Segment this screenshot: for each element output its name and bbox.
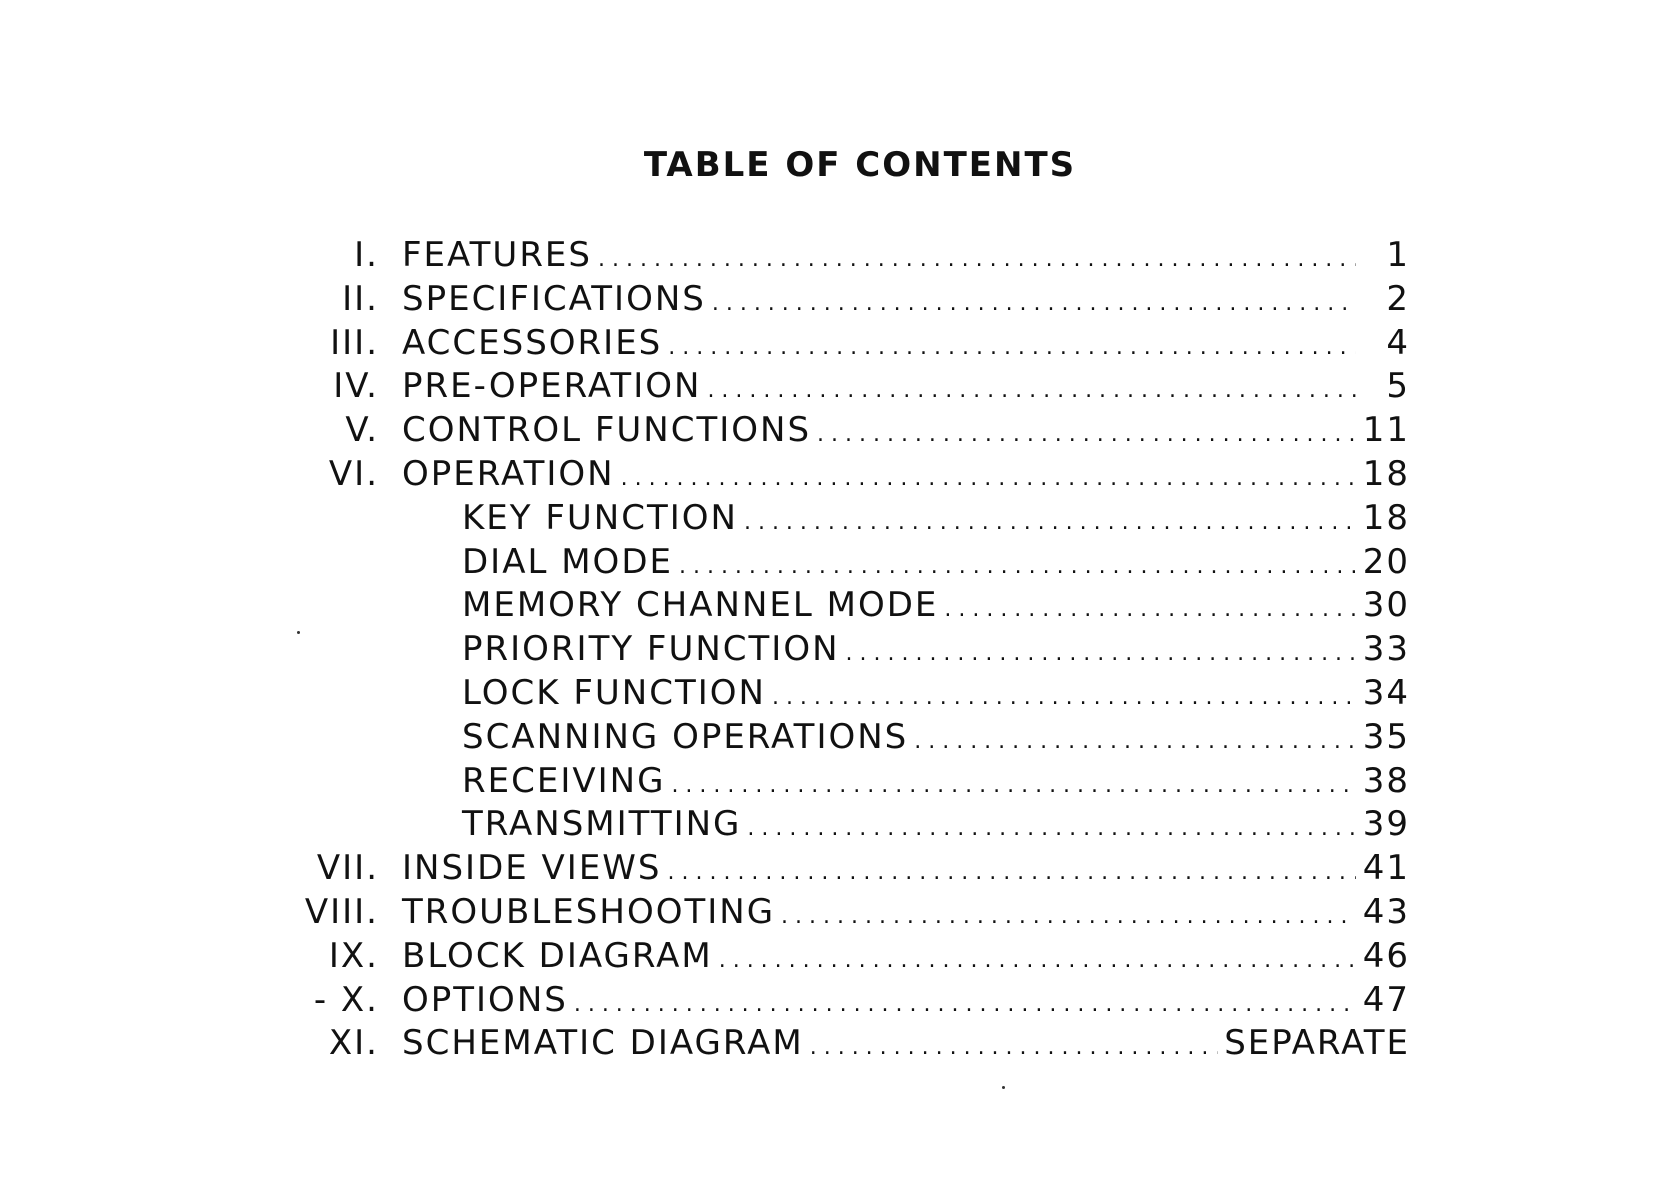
dot-leader	[846, 627, 1356, 676]
page-number: 41	[1362, 848, 1410, 889]
toc-entry-line	[402, 1021, 1410, 1070]
page-title: TABLE OF CONTENTS	[643, 145, 1077, 185]
toc-entry	[290, 978, 1410, 1022]
toc-entry-line	[462, 496, 1410, 545]
dot-leader	[707, 364, 1356, 413]
page-number: 1	[1386, 235, 1410, 275]
toc-entry-line	[402, 408, 1410, 457]
dot-leader	[781, 890, 1356, 939]
toc-entry	[290, 277, 1410, 321]
page-number: 46	[1362, 935, 1410, 976]
section-numeral: III.	[330, 322, 379, 363]
section-title: PRE-OPERATION	[402, 366, 702, 407]
toc-subentry	[290, 496, 1410, 540]
toc-entry-line	[462, 759, 1410, 808]
dot-leader	[621, 452, 1356, 501]
toc-subentry	[290, 759, 1410, 803]
toc-entry	[290, 452, 1410, 496]
page-number: 4	[1386, 322, 1410, 363]
toc-entry	[290, 890, 1410, 934]
page-number: 2	[1386, 278, 1410, 319]
toc-entry-line	[462, 802, 1410, 851]
dot-leader	[914, 715, 1356, 764]
dot-leader	[668, 846, 1356, 895]
dot-leader	[719, 934, 1356, 983]
subsection-title: RECEIVING	[462, 760, 666, 801]
toc-entry-line	[402, 934, 1410, 983]
section-numeral: VIII.	[304, 891, 379, 932]
subsection-title: LOCK FUNCTION	[462, 672, 766, 713]
section-title: SPECIFICATIONS	[402, 278, 706, 319]
scan-speck	[297, 631, 300, 634]
table-of-contents	[290, 233, 1410, 1065]
page-number: 20	[1362, 541, 1410, 582]
section-title: OPTIONS	[402, 979, 568, 1020]
toc-entry	[290, 846, 1410, 890]
section-numeral: II.	[342, 278, 379, 319]
dot-leader	[817, 408, 1356, 457]
page-number: 35	[1362, 716, 1410, 757]
page-number: 34	[1362, 672, 1410, 713]
page-number: 18	[1362, 453, 1410, 494]
page-number: 5	[1386, 366, 1410, 407]
toc-entry	[290, 321, 1410, 365]
section-numeral: VI.	[328, 453, 379, 494]
toc-entry-line	[402, 233, 1410, 282]
dot-leader	[671, 759, 1356, 808]
toc-entry-line	[402, 452, 1410, 501]
toc-entry-line	[462, 627, 1410, 676]
section-numeral: - X.	[313, 979, 379, 1020]
scan-speck	[1002, 1086, 1005, 1089]
section-numeral: I.	[354, 235, 379, 275]
toc-entry-line	[462, 540, 1410, 589]
dot-leader	[668, 321, 1356, 370]
toc-entry	[290, 364, 1410, 408]
toc-subentry	[290, 627, 1410, 671]
section-title: FEATURES	[402, 235, 593, 275]
dot-leader	[747, 802, 1356, 851]
page-number: 47	[1362, 979, 1410, 1020]
toc-entry	[290, 408, 1410, 452]
subsection-title: DIAL MODE	[462, 541, 673, 582]
section-numeral: IX.	[328, 935, 379, 976]
toc-entry-line	[462, 583, 1410, 632]
toc-entry	[290, 934, 1410, 978]
toc-entry-line	[402, 277, 1410, 326]
toc-subentry	[290, 802, 1410, 846]
page-number: 43	[1362, 891, 1410, 932]
dot-leader	[744, 496, 1356, 545]
toc-entry	[290, 1021, 1410, 1065]
dot-leader	[944, 583, 1356, 632]
page-number: 39	[1362, 804, 1410, 845]
dot-leader	[574, 978, 1356, 1027]
section-title: SCHEMATIC DIAGRAM	[402, 1023, 804, 1064]
toc-entry-line	[402, 364, 1410, 413]
subsection-title: PRIORITY FUNCTION	[462, 629, 840, 670]
toc-entry-line	[462, 715, 1410, 764]
toc-entry-line	[462, 671, 1410, 720]
dot-leader	[810, 1021, 1218, 1070]
toc-subentry	[290, 671, 1410, 715]
subsection-title: MEMORY CHANNEL MODE	[462, 585, 939, 626]
page-number: 38	[1362, 760, 1410, 801]
section-title: INSIDE VIEWS	[402, 848, 662, 889]
subsection-title: TRANSMITTING	[462, 804, 742, 845]
dot-leader	[598, 233, 1356, 282]
toc-entry	[290, 233, 1410, 277]
section-numeral: XI.	[328, 1023, 379, 1064]
toc-entry-line	[402, 846, 1410, 895]
section-title: TROUBLESHOOTING	[402, 891, 776, 932]
section-title: ACCESSORIES	[402, 322, 663, 363]
toc-subentry	[290, 540, 1410, 584]
page-number: 30	[1362, 585, 1410, 626]
dot-leader	[679, 540, 1356, 589]
subsection-title: SCANNING OPERATIONS	[462, 716, 909, 757]
section-title: CONTROL FUNCTIONS	[402, 410, 812, 451]
toc-subentry	[290, 715, 1410, 759]
dot-leader	[712, 277, 1356, 326]
section-title: OPERATION	[402, 453, 615, 494]
section-numeral: IV.	[333, 366, 379, 407]
page-number: 33	[1362, 629, 1410, 670]
toc-entry-line	[402, 978, 1410, 1027]
toc-entry-line	[402, 321, 1410, 370]
dot-leader	[772, 671, 1356, 720]
toc-subentry	[290, 583, 1410, 627]
page-number: 18	[1362, 497, 1410, 538]
toc-entry-line	[402, 890, 1410, 939]
subsection-title: KEY FUNCTION	[462, 497, 738, 538]
page-number: 11	[1362, 410, 1410, 451]
section-numeral: V.	[345, 410, 379, 451]
section-numeral: VII.	[316, 848, 379, 889]
section-title: BLOCK DIAGRAM	[402, 935, 713, 976]
page-number: SEPARATE	[1224, 1023, 1410, 1064]
